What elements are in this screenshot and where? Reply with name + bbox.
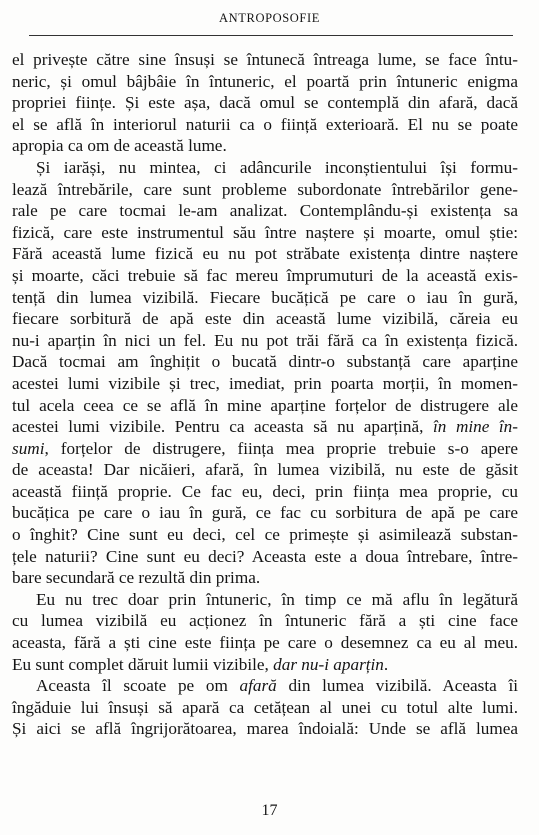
text-segment: acestei lumi vizibile și trec, imediat, prin poarta morții, în momen-	[12, 373, 518, 393]
text-segment: această ființă proprie. Ce fac eu, deci, prin ființa mea proprie, cu	[12, 481, 518, 501]
text-segment: fizică, care este instrumentul său între naștere și moarte, omul știe:	[12, 222, 518, 242]
italic-text: afară	[239, 676, 277, 696]
text-line	[12, 179, 518, 201]
text-line	[12, 114, 518, 136]
text-segment: Și iarăși, nu mintea, ci adâncurile inconștientului își formu-	[36, 157, 518, 177]
text-line	[12, 395, 518, 417]
text-line	[12, 49, 518, 71]
text-line	[12, 92, 518, 114]
text-segment: îngăduie lui însuși să apară ca cetățean al unei cu totul alte lumi.	[12, 697, 518, 717]
text-segment: bare secundară ce rezultă din prima.	[12, 568, 261, 588]
text-line	[12, 287, 518, 309]
text-segment: apropia ca om de această lume.	[12, 136, 227, 156]
italic-text: în mine în-	[433, 417, 519, 437]
italic-text: dar nu-i aparțin	[273, 654, 384, 674]
text-line	[12, 135, 518, 157]
text-segment: aceasta, fără a ști cine este ființa pe care o desemnez ca eu al meu.	[12, 633, 518, 653]
text-line	[12, 610, 518, 632]
text-line	[12, 222, 518, 244]
text-segment: Aceasta îl scoate pe om	[36, 676, 240, 696]
text-line	[12, 697, 518, 719]
text-line	[12, 546, 518, 568]
text-line	[12, 632, 518, 654]
text-segment: țele naturii? Cine sunt eu deci? Aceasta este a doua întrebare, între-	[12, 546, 518, 566]
text-line	[12, 373, 518, 395]
text-segment: rale pe care tocmai le-am analizat. Contemplându-și existența sa	[12, 201, 518, 221]
text-line	[12, 524, 518, 546]
header-rule	[29, 35, 513, 36]
text-line	[12, 265, 518, 287]
text-segment: acestei lumi vizibile. Pentru ca aceasta să nu aparțină,	[12, 417, 434, 437]
text-line	[12, 567, 518, 589]
text-segment: fiecare sorbitură de apă este din această lume vizibilă, căreia eu	[12, 309, 518, 329]
text-line	[12, 243, 518, 265]
text-segment: tență din lumea vizibilă. Fiecare bucățică pe care o iau în gură,	[12, 287, 518, 307]
text-line	[12, 200, 518, 222]
text-segment: neric, și omul bâjbâie în întuneric, el poartă prin întuneric enigma	[12, 71, 518, 91]
running-head: ANTROPOSOFIE	[219, 11, 320, 25]
text-segment: lează întrebările, care sunt probleme subordonate întrebărilor gene-	[12, 179, 518, 199]
text-segment: Eu sunt complet dăruit lumii vizibile,	[12, 654, 274, 674]
text-line	[12, 502, 518, 524]
text-line	[12, 438, 518, 460]
text-segment: , forțelor de distrugere, ființa mea proprie trebuie s-o apere	[44, 438, 518, 458]
text-segment: de aceasta! Dar nicăieri, afară, în lumea vizibilă, nu este de găsit	[12, 460, 518, 480]
text-line	[12, 718, 518, 740]
italic-text: sumi	[12, 438, 45, 458]
text-segment: el se află în interiorul naturii ca o ființă exterioară. El nu se poate	[12, 114, 518, 134]
text-segment: și moarte, căci trebuie să fac mereu împrumuturi de la această exis-	[12, 265, 518, 285]
text-segment: Dacă tocmai am înghițit o bucată dintr-o substanță care aparține	[12, 352, 518, 372]
text-segment: nu-i aparțin în nici un fel. Eu nu pot trăi fără ca în existența fizică.	[12, 330, 518, 350]
text-segment: Fără această lume fizică eu nu pot străbate existența dintre naștere	[12, 244, 518, 264]
text-line	[12, 675, 518, 697]
text-segment: el privește către sine însuși se întunecă întreaga lume, se face întu-	[12, 50, 518, 69]
text-segment: Și aici se află îngrijorătoarea, marea îndoială: Unde se află lumea	[12, 719, 518, 739]
body-text	[12, 49, 518, 740]
text-segment: .	[383, 654, 389, 674]
text-line	[12, 589, 518, 611]
text-segment: o înghit? Cine sunt eu deci, cel ce primește și asimilează substan-	[12, 525, 518, 545]
text-segment: propriei ființe. Și este așa, dacă omul se contemplă din afară, dacă	[12, 93, 518, 113]
text-segment: tul acela ceea ce se află în mine aparține forțelor de distrugere ale	[12, 395, 518, 415]
text-line	[12, 157, 518, 179]
text-line	[12, 416, 518, 438]
text-line	[12, 351, 518, 373]
text-segment: bucățica pe care o iau în gură, ce fac cu sorbitura de apă pe care	[12, 503, 518, 523]
text-line	[12, 330, 518, 352]
text-line	[12, 459, 518, 481]
text-line	[12, 71, 518, 93]
text-segment: din lumea vizibilă. Aceasta îi	[276, 676, 518, 696]
text-line	[12, 308, 518, 330]
text-segment: cu lumea vizibilă eu acționez în întuneric fără a ști cine face	[12, 611, 518, 631]
text-line	[12, 481, 518, 503]
text-segment: Eu nu trec doar prin întuneric, în timp ce mă aflu în legătură	[36, 589, 518, 609]
page-number: 17	[261, 802, 278, 819]
text-line	[12, 654, 518, 676]
